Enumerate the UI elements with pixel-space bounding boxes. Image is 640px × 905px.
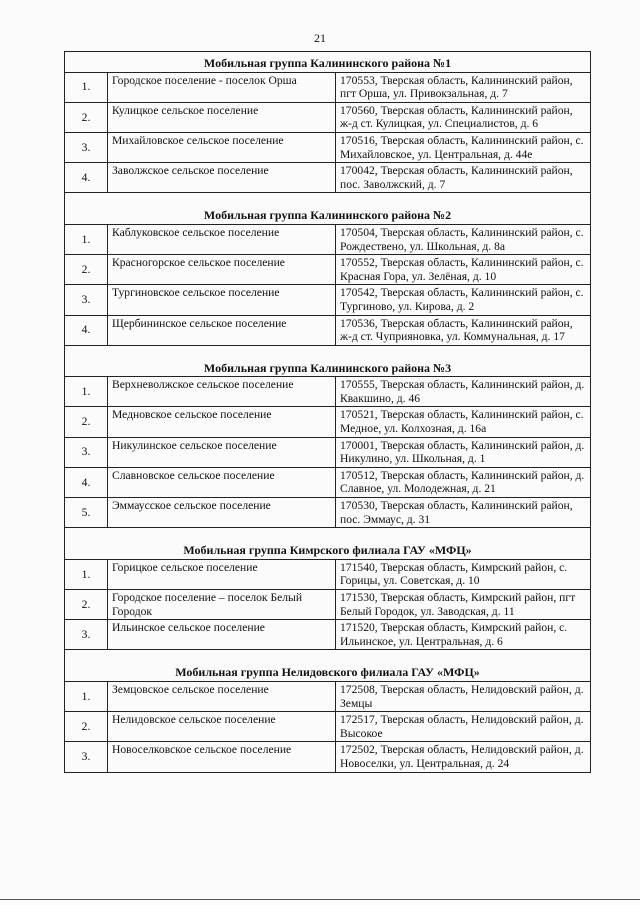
settlement-name: Медновское сельское поселение xyxy=(108,407,336,437)
settlement-name: Ильинское сельское поселение xyxy=(108,620,336,650)
group-title: Мобильная группа Калининского района №1 xyxy=(65,52,591,73)
row-number: 2. xyxy=(65,255,108,285)
settlement-name: Горицкое сельское поселение xyxy=(108,559,336,589)
settlement-name: Заволжское сельское поселение xyxy=(108,163,336,193)
table-row xyxy=(65,315,591,345)
settlement-name: Новоселковское сельское поселение xyxy=(108,742,336,772)
settlement-name: Никулинское сельское поселение xyxy=(108,437,336,467)
settlement-name: Кулицкое сельское поселение xyxy=(108,102,336,132)
group-header-row xyxy=(65,528,591,560)
settlement-address: 170516, Тверская область, Калининский район, с. Михайловское, ул. Центральная, д. 44е xyxy=(336,132,591,162)
settlement-name: Нелидовское сельское поселение xyxy=(108,712,336,742)
table-row xyxy=(65,681,591,711)
row-number: 1. xyxy=(65,559,108,589)
settlement-address: 170536, Тверская область, Калининский район, ж-д ст. Чуприяновка, ул. Коммунальная, д. 17 xyxy=(336,315,591,345)
settlement-address: 172508, Тверская область, Нелидовский район, д. Земцы xyxy=(336,681,591,711)
settlement-name: Михайловское сельское поселение xyxy=(108,132,336,162)
settlement-name: Щербининское сельское поселение xyxy=(108,315,336,345)
row-number: 3. xyxy=(65,437,108,467)
settlement-name: Городское поселение – поселок Белый Городок xyxy=(108,590,336,620)
settlement-address: 170530, Тверская область, Калининский район, пос. Эммаус, д. 31 xyxy=(336,498,591,528)
table-row xyxy=(65,255,591,285)
page-number: 21 xyxy=(314,31,326,45)
row-number: 4. xyxy=(65,163,108,193)
document-sheet xyxy=(64,51,590,773)
group-header-row xyxy=(65,345,591,377)
table-row xyxy=(65,72,591,102)
group-title: Мобильная группа Калининского района №3 xyxy=(65,345,591,377)
settlement-name: Красногорское сельское поселение xyxy=(108,255,336,285)
settlement-name: Каблуковское сельское поселение xyxy=(108,224,336,254)
table-row xyxy=(65,285,591,315)
table-row xyxy=(65,498,591,528)
table-row xyxy=(65,224,591,254)
table-row xyxy=(65,590,591,620)
row-number: 1. xyxy=(65,72,108,102)
settlement-name: Славновское сельское поселение xyxy=(108,467,336,497)
group-title: Мобильная группа Нелидовского филиала ГАУ «МФЦ» xyxy=(65,650,591,682)
mobile-groups-table xyxy=(64,51,591,773)
settlement-address: 170552, Тверская область, Калининский район, с. Красная Гора, ул. Зелёная, д. 10 xyxy=(336,255,591,285)
row-number: 2. xyxy=(65,590,108,620)
settlement-name: Тургиновское сельское поселение xyxy=(108,285,336,315)
row-number: 1. xyxy=(65,681,108,711)
row-number: 1. xyxy=(65,224,108,254)
row-number: 3. xyxy=(65,285,108,315)
settlement-address: 170042, Тверская область, Калининский район, пос. Заволжский, д. 7 xyxy=(336,163,591,193)
settlement-address: 170504, Тверская область, Калининский район, с. Рождествено, ул. Школьная, д. 8а xyxy=(336,224,591,254)
settlement-address: 171540, Тверская область, Кимрский район, с. Горицы, ул. Советская, д. 10 xyxy=(336,559,591,589)
settlement-address: 170560, Тверская область, Калининский район, ж-д ст. Кулицкая, ул. Специалистов, д. 6 xyxy=(336,102,591,132)
group-header-row xyxy=(65,650,591,682)
table-row xyxy=(65,559,591,589)
group-header-row xyxy=(65,52,591,73)
table-row xyxy=(65,742,591,772)
settlement-address: 172517, Тверская область, Нелидовский район, д. Высокое xyxy=(336,712,591,742)
page-bottom-edge xyxy=(0,899,640,900)
row-number: 3. xyxy=(65,620,108,650)
row-number: 1. xyxy=(65,377,108,407)
settlement-address: 172502, Тверская область, Нелидовский район, д. Новоселки, ул. Центральная, д. 24 xyxy=(336,742,591,772)
table-row xyxy=(65,407,591,437)
table-row xyxy=(65,132,591,162)
settlement-address: 170521, Тверская область, Калининский район, с. Медное, ул. Колхозная, д. 16а xyxy=(336,407,591,437)
row-number: 4. xyxy=(65,315,108,345)
group-title: Мобильная группа Кимрского филиала ГАУ «МФЦ» xyxy=(65,528,591,560)
settlement-address: 170001, Тверская область, Калининский район, д. Никулино, ул. Школьная, д. 1 xyxy=(336,437,591,467)
row-number: 2. xyxy=(65,407,108,437)
settlement-address: 170542, Тверская область, Калининский район, с. Тургиново, ул. Кирова, д. 2 xyxy=(336,285,591,315)
row-number: 4. xyxy=(65,467,108,497)
settlement-address: 170555, Тверская область, Калининский район, д. Квакшино, д. 46 xyxy=(336,377,591,407)
row-number: 3. xyxy=(65,742,108,772)
table-row xyxy=(65,377,591,407)
row-number: 2. xyxy=(65,102,108,132)
settlement-name: Городское поселение - поселок Орша xyxy=(108,72,336,102)
table-row xyxy=(65,102,591,132)
group-header-row xyxy=(65,193,591,225)
table-row xyxy=(65,437,591,467)
row-number: 2. xyxy=(65,712,108,742)
settlement-address: 171530, Тверская область, Кимрский район, пгт Белый Городок, ул. Заводская, д. 11 xyxy=(336,590,591,620)
row-number: 5. xyxy=(65,498,108,528)
settlement-address: 170553, Тверская область, Калининский район, пгт Орша, ул. Привокзальная, д. 7 xyxy=(336,72,591,102)
table-row xyxy=(65,620,591,650)
settlement-name: Верхневолжское сельское поселение xyxy=(108,377,336,407)
table-row xyxy=(65,163,591,193)
settlement-name: Эммаусское сельское поселение xyxy=(108,498,336,528)
settlement-address: 171520, Тверская область, Кимрский район, с. Ильинское, ул. Центральная, д. 6 xyxy=(336,620,591,650)
row-number: 3. xyxy=(65,132,108,162)
settlement-address: 170512, Тверская область, Калининский район, д. Славное, ул. Молодежная, д. 21 xyxy=(336,467,591,497)
group-title: Мобильная группа Калининского района №2 xyxy=(65,193,591,225)
table-row xyxy=(65,712,591,742)
settlement-name: Земцовское сельское поселение xyxy=(108,681,336,711)
table-row xyxy=(65,467,591,497)
